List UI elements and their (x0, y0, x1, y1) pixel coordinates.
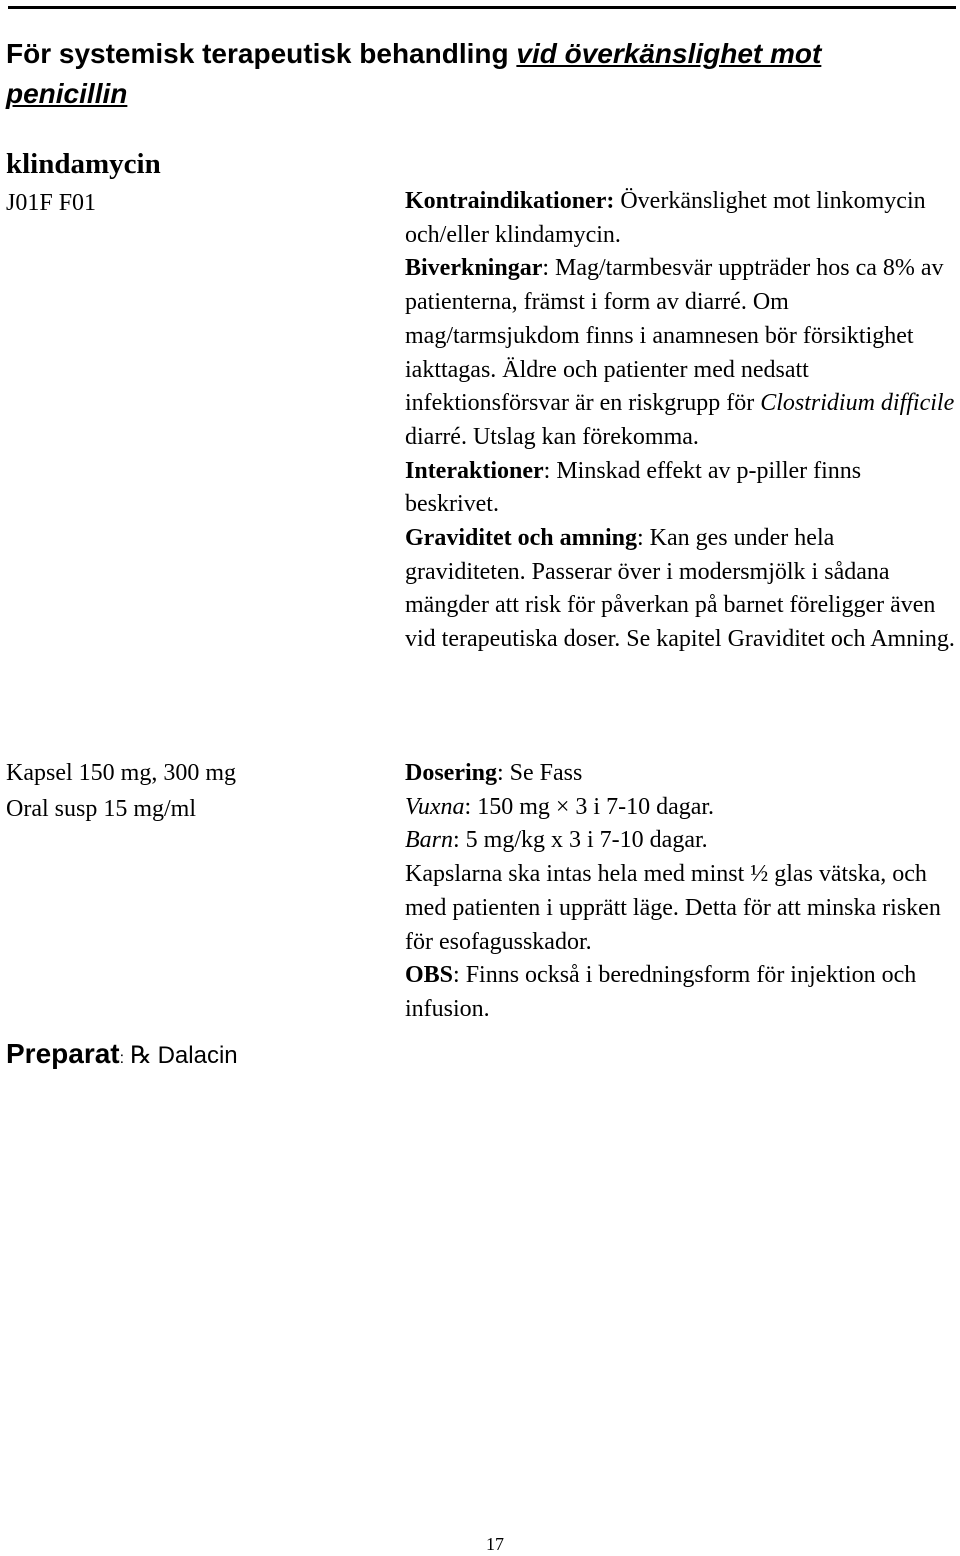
side-effects-paragraph (405, 252, 957, 454)
pregnancy-paragraph (405, 522, 957, 657)
section-heading (6, 34, 946, 114)
child-dosage (405, 824, 957, 858)
heading-emphasis: vid överkänslighet mot penicillin (6, 38, 822, 109)
side-effects-label: Biverkningar (405, 255, 543, 282)
adults-label: Vuxna (405, 793, 465, 820)
heading-plain: För systemisk terapeutisk behandling (6, 38, 517, 69)
obs-paragraph (405, 959, 957, 1026)
pregnancy-label: Graviditet och amning (405, 525, 637, 552)
obs-text: : Finns också i beredningsform för injektion och infusion. (405, 962, 917, 1022)
capsule-note: Kapslarna ska intas hela med minst ½ glas vätska, och med patienten i upprätt läge. Detta för att minska risken för esofagusskador. (405, 861, 941, 955)
preparat-line (6, 1034, 238, 1079)
interactions-text: : Minskad effekt av p-piller finns beskrivet. (405, 457, 862, 518)
obs-label: OBS (405, 962, 454, 989)
organism-name: Clostridium difficile (760, 390, 955, 417)
adult-dosage (405, 791, 957, 825)
children-text: : 5 mg/kg x 3 i 7-10 dagar. (453, 827, 708, 854)
preparat-colon: : (119, 1050, 125, 1067)
preparat-label: Preparat (6, 1038, 120, 1069)
dosage-form-item: Oral susp 15 mg/ml (6, 796, 196, 822)
dosage-forms (6, 756, 236, 828)
pregnancy-text: : Kan ges under hela graviditeten. Passerar över i modersmjölk i sådana mängder att risk för påverkan på barnet föreligger även vid terapeutiska doser. Se kapitel Graviditet och Amning. (405, 525, 955, 653)
dosage-form-item: Kapsel 150 mg, 300 mg (6, 760, 236, 786)
preparat-name: Dalacin (157, 1042, 238, 1069)
drug-information (405, 185, 957, 657)
drug-name: klindamycin (6, 148, 161, 180)
interactions-label: Interaktioner (405, 457, 544, 484)
dosage-label: Dosering (405, 760, 497, 786)
contraindications-paragraph (405, 185, 957, 252)
dosage-section (405, 757, 957, 1027)
dosage-text: : Se Fass (497, 760, 583, 786)
contraindications-label: Kontraindikationer: (405, 188, 615, 214)
atc-code: J01F F01 (6, 190, 97, 216)
side-effects-text: : Mag/tarmbesvär uppträder hos ca 8% av patienterna, främst i form av diarré. Om mag/tarmsjukdom finns i anamnesen bör försiktighet iakttagas. Äldre och patienter med nedsatt infektionsförsvar är en riskgrupp för (405, 255, 944, 417)
page-number: 17 (486, 1534, 504, 1554)
top-rule (8, 6, 956, 9)
side-effects-text-end: diarré. Utslag kan förekomma. (405, 423, 699, 450)
contraindications-text: Överkänslighet mot linkomycin och/eller klindamycin. (405, 188, 926, 248)
interactions-paragraph (405, 455, 957, 522)
adults-text: : 150 mg × 3 i 7-10 dagar. (464, 793, 715, 820)
dosage-paragraph (405, 757, 957, 791)
rx-icon: ℞ (130, 1041, 152, 1069)
children-label: Barn (405, 827, 453, 854)
